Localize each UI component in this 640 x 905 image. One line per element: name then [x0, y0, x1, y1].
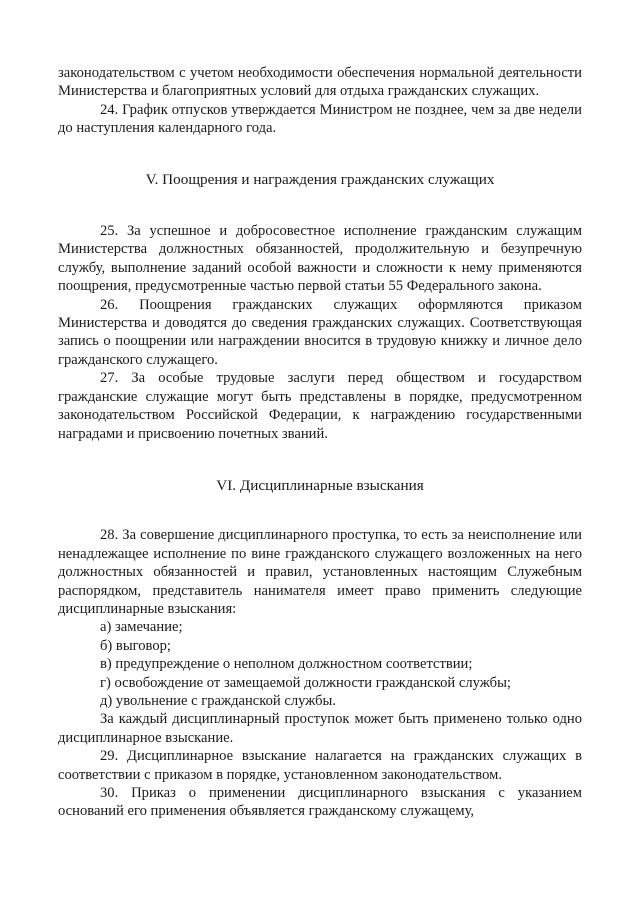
paragraph-26: 26. Поощрения гражданских служащих оформляются приказом Министерства и доводятся до сведения гражданских служащих. Соответствующая запись о поощрении или награждении вносится в трудовую книжку и личное дело гражданского служащего.: [58, 296, 582, 368]
section-6-heading: VI. Дисциплинарные взыскания: [216, 476, 424, 494]
list-item-b: б) выговор;: [100, 637, 171, 654]
paragraph-25: 25. За успешное и добросовестное исполнение гражданским служащим Министерства должностных обязанностей, продолжительную и безупречную службу, выполнение заданий особой важности и сложности к нему применяются поощрения, предусмотренные частью первой статьи 55 Федерального закона.: [58, 223, 582, 295]
list-item-a: а) замечание;: [100, 619, 183, 636]
paragraph-28-note: За каждый дисциплинарный проступок может быть применено только одно дисциплинарное взыскание.: [58, 711, 582, 746]
paragraph-28: 28. За совершение дисциплинарного проступка, то есть за неисполнение или ненадлежащее исполнение по вине гражданского служащего возложенных на него должностных обязанностей и правил, установленных настоящим Служебным распорядком, представитель нанимателя имеет право применить следующие дисциплинарные взыскания:: [58, 527, 582, 617]
paragraph-24: 24. График отпусков утверждается Министром не позднее, чем за две недели до наступления календарного года.: [58, 101, 582, 137]
paragraph-30: 30. Приказ о применении дисциплинарного взыскания с указанием оснований его применения объявляется гражданскому служащему,: [58, 785, 582, 820]
section-5-heading: V. Поощрения и награждения гражданских служащих: [145, 170, 495, 188]
list-item-c: в) предупреждение о неполном должностном соответствии;: [100, 656, 473, 673]
paragraph-27: 27. За особые трудовые заслуги перед обществом и государством гражданские служащие могут быть представлены в порядке, предусмотренном законодательством Российской Федерации, к награждению государственными наградами и присвоению почетных званий.: [58, 370, 582, 442]
document-page: [58, 64, 582, 821]
paragraph-continuation: законодательством с учетом необходимости обеспечения нормальной деятельности Министерства и благоприятных условий для отдыха гражданских служащих.: [58, 65, 582, 100]
list-item-e: д) увольнение с гражданской службы.: [100, 692, 336, 709]
list-item-d: г) освобождение от замещаемой должности гражданской службы;: [100, 674, 511, 691]
paragraph-29: 29. Дисциплинарное взыскание налагается на гражданских служащих в соответствии с приказом в порядке, установленном законодательством.: [58, 748, 582, 783]
